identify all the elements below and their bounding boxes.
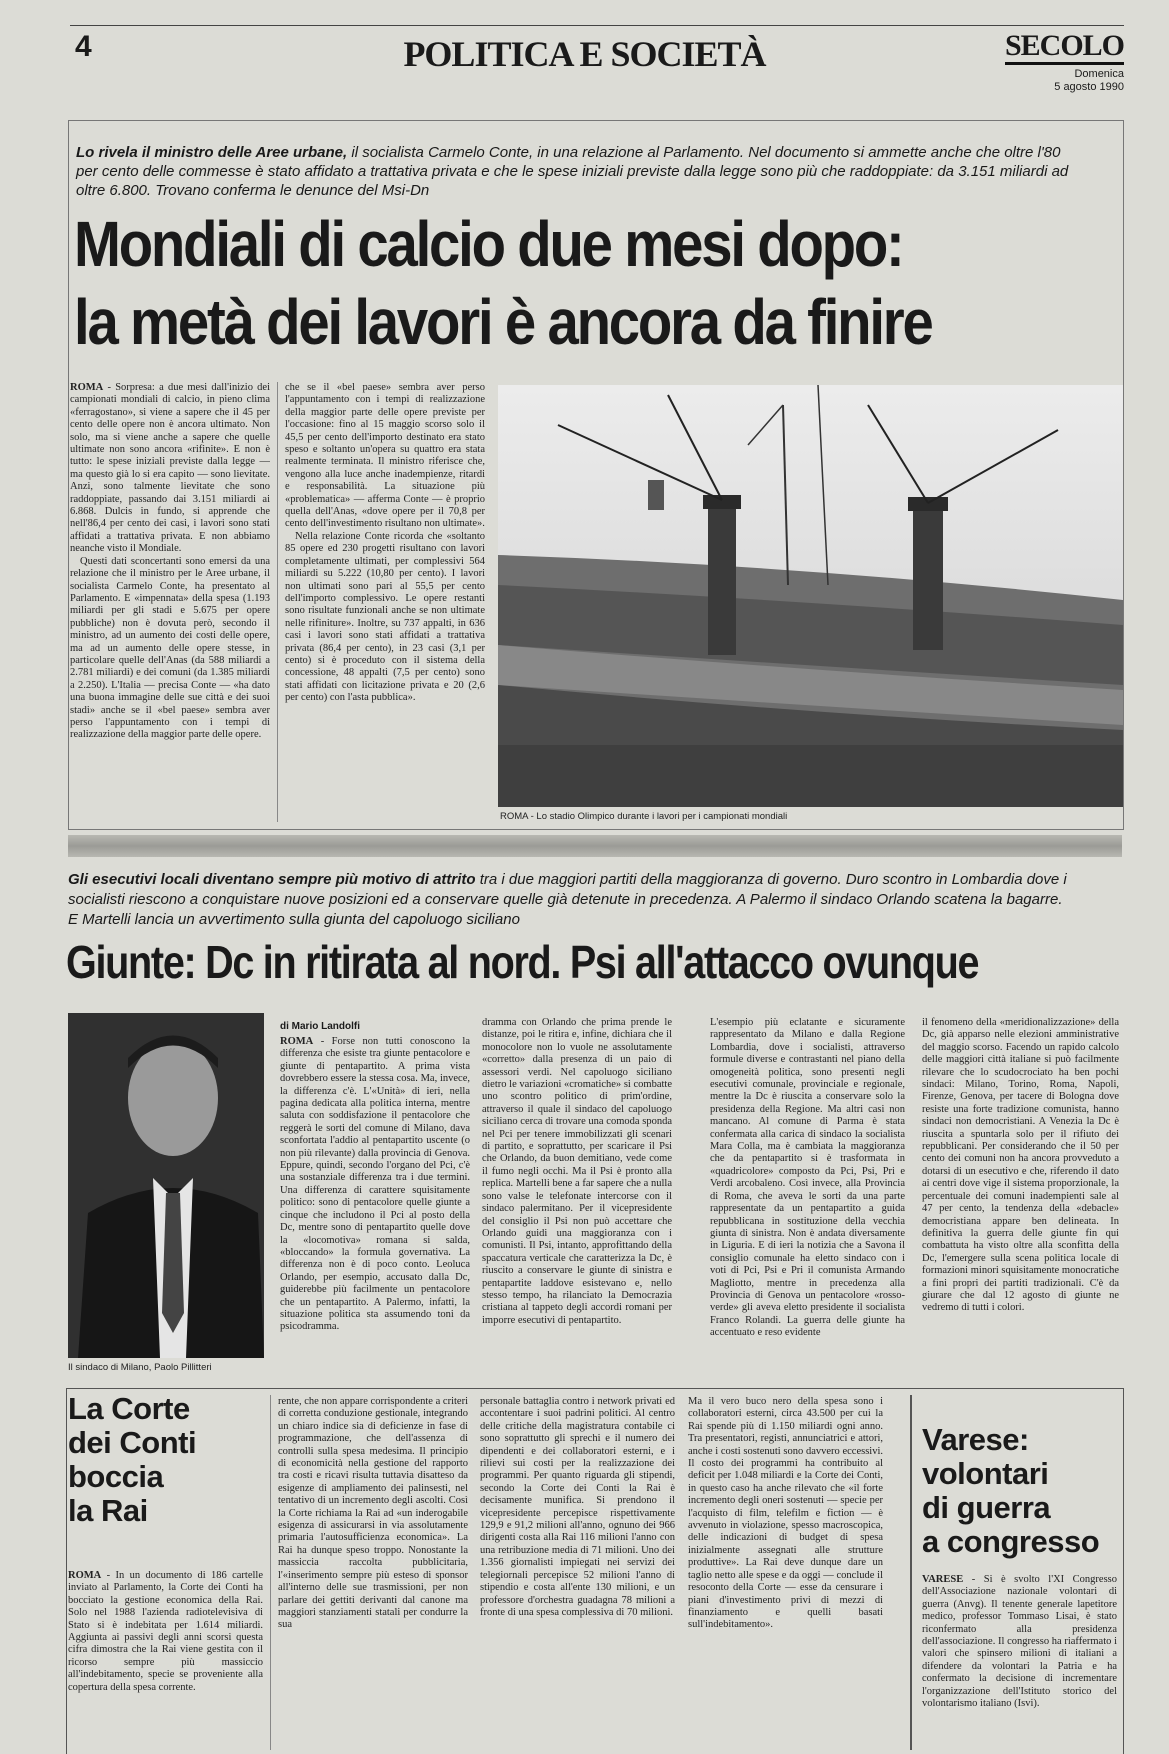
body-text: - Si è svolto l'XI Congresso dell'Associazione nazionale volontari di guerra (Anvg). Il tenente generale lapetitore medico, professor Tommaso Lisai, è stato riconfermato alla presidenza dell'associazione. Il congresso ha riaffermato i valori che spinsero milioni di italiani a difendere da volontari la Patria e ha confermato la decisione di incrementare l'organizzazione dell'Istituto storico del volontarismo italiano (Isvi). [922,1574,1117,1710]
column-rule [270,1395,271,1750]
dateline: ROMA [68,1570,102,1581]
article-column [70,382,270,822]
dateline: VARESE [922,1574,964,1585]
article-headline: Giunte: Dc in ritirata al nord. Psi all'attacco ovunque [66,936,979,988]
section-divider-band [68,835,1122,857]
article-column [710,1017,905,1378]
article-headline [74,205,954,361]
masthead-day: Domenica [1074,68,1124,80]
article-column [278,1396,468,1750]
article-column [480,1396,675,1750]
article-column [688,1396,883,1750]
article-column [482,1017,672,1378]
mayor-portrait-photo [68,1013,264,1358]
byline: di Mario Landolfi [280,1021,360,1032]
box-separator [910,1395,912,1750]
article-column [280,1036,470,1378]
headline-line: Varese: [922,1422,1029,1457]
headline-line: dei Conti [68,1425,197,1460]
photo-caption: Il sindaco di Milano, Paolo Pillitteri [68,1362,212,1373]
article-column [285,382,485,822]
headline-line: La Corte [68,1391,190,1426]
section-title: POLITICA E SOCIETÀ [403,34,766,74]
body-text: L'esempio più eclatante e sicuramente rappresentato da Milano e dalla Regione Lombardia, dove i socialisti, attraverso formule diverse e contrastanti nel piano della omogeneità politica, sono presenti negli esecutivi comunale, provinciale e regionale, mentre la Dc è riuscita a conservare solo la presidenza della Regione. Ma altri casi non mancano. Al comune di Parma è stata confermata alla carica di sindaco la socialista Mara Colla, ma è cambiata la maggioranza che da pentapartito si è trasformata in «quadricolore» composto da Pci, Psi, Pri e Verdi arcobaleno. Così invece, alla Provincia di Roma, che aveva le sorti da una parte rappresentate da un pentapartito a guida repubblicana in sostituzione della vecchia giunta di sinistra. Non è andata diversamente in Liguria. E di ieri la notizia che a Savona il consiglio comunale ha eletto sindaco con i voti di Pci, Psi e Pri il comunista Armando Magliotto, mentre in precedenza alla Provincia di Genova un pentacolore «rosso-verde» gli aveva eletto presidente il socialista Franco Rolandi. La guerra delle giunte ha accentuato e reso evidente [710,1017,905,1339]
headline-line: volontari [922,1456,1049,1491]
headline-line: di guerra [922,1490,1051,1525]
masthead-date: 5 agosto 1990 [1054,81,1124,93]
portrait-image [68,1013,264,1358]
headline-line: la metà dei lavori è ancora da finire [74,286,932,358]
dateline: ROMA [280,1036,314,1047]
article-kicker [76,143,1076,200]
column-rule [277,382,278,822]
body-text: - Forse non tutti conoscono la differenza che esiste tra giunte pentacolore e giunte di pentapartito. A prima vista dovrebbero essere la stessa cosa. Ma, invece, la differenza c'è. L'«Unità» di ieri, nella pagina dedicata alla politica interna, mentre saluta con soddisfazione il pentacolore che reggerà le sorti del comune di Milano, dava sconfortata l'addio al pentapartito uscente (o non più rilevante) dalla provincia di Genova. Eppure, quindi, secondo l'organo del Pci, c'è una sostanziale differenza tra i due termini. Una differenza di carattere squisitamente politico: sono di pentacolore quelle giunte a cinque che includono il Pci al posto della Dc, mentre sono di pentapartito quelle dove la «locomotiva» romana si salda, «bloccando» la formula governativa. La differenza non è di poco conto. Leoluca Orlando, per esempio, accusato dalla Dc, guiderebbe più facilmente un pentacolore che un pentapartito. A Palermo, infatti, la situazione politica sta assumendo toni da psicodramma. [280,1036,470,1333]
top-rule [70,25,1124,26]
body-text: Questi dati sconcertanti sono emersi da una relazione che il ministro per le Aree urbane, il socialista Carmelo Conte, ha presentato al Parlamento. E «impennata» della spesa (1.193 miliardi per gli stadi e 5.675 per opere pubbliche) non è dovuta però, secondo il ministro, ad un aumento dei costi delle opere, ma ad un aumento delle opere stesse, in particolare quelle dell'Anas (da 588 miliardi a 2.781 miliardi) e dei comuni (da 1.385 miliardi a 2.250). L'Italia — precisa Conte — «ha dato una buona immagine delle sue città e dei suoi stadi» anche se il «bel paese» sembra aver perso l'appuntamento con i tempi di realizzazione della maggior parte delle opere. [70,555,270,741]
kicker-lead: Gli esecutivi locali diventano sempre più motivo di attrito [68,871,476,888]
body-text: dramma con Orlando che prima prende le distanze, poi le ritira e, infine, dichiara che il monocolore non lo vuole ne assolutamente «corretto» dalla presenza di un paio di assessori verdi. Nel capoluogo siciliano dietro le variazioni «cromatiche» si combatte uno scontro politico di prim'ordine, attraverso il quale il sindaco del capoluogo siciliano cerca di trovare una comoda sponda nel Pci per tenere immobilizzati gli scenari di partito, e soprattutto, per scaricare il Psi che Orlando, da buon demitiano, vede come il fumo negli occhi. Ma il Psi è pronto alla replica. Martelli bene a far sapere che a nulla sono valse le telefonate intercorse con il sindaco palermitano. Per il vicepresidente del consiglio il Psi non può accettare che Orlando guidi una maggioranza con i comunisti. Il Psi, intanto, approfittando della spaccatura verticale che caratterizza la Dc, è riuscito a conservare le giunte di sinistra e pentapartite laddove esistevano e, nello stesso tempo, ha rilanciato la Democrazia cristiana al tappeto degli accordi romani per imporre esecutivi di pentapartito. [482,1017,672,1326]
body-text: che se il «bel paese» sembra aver perso l'appuntamento con i tempi di realizzazione della maggior parte delle opere previste per l'occasione: fino al 15 maggio scorso solo il 45,5 per cento dell'importo destinato era stato speso e soltanto un'opera su quattro era stata realmente terminata. Il ministro riferisce che, vengono alla luce anche inadempienze, ritardi e responsabilità. La situazione più «problematica» — afferma Conte — è proprio quella dell'Anas, «dove opere per il 70,8 per cento dell'investimento risultano non ultimate». [285,382,485,530]
article-column [922,1017,1119,1378]
box-headline [922,1423,1122,1559]
article-column [68,1570,263,1750]
headline-line: boccia [68,1459,164,1494]
kicker-lead: Lo rivela il ministro delle Aree urbane, [76,144,348,161]
headline-line: la Rai [68,1493,148,1528]
kicker-text: il socialista Carmelo Conte, in una relazione al Parlamento. Nel documento si ammette anche che oltre l'80 per cento delle commesse è stato affidato a trattativa privata e che le spese iniziali previste dalla legge sono più che raddoppiate: da 3.151 miliardi ad oltre 6.800. Trovano conferma le denunce del Msi-Dn [76,144,1069,199]
body-text: - In un documento di 186 cartelle inviato al Parlamento, la Corte dei Conti ha bocciato la gestione economica della Rai. Solo nel 1988 l'azienda radiotelevisiva di Stato si è indebitata per 1.614 miliardi. Aggiunta ai passivi degli anni scorsi questa cifra dimostra che la Rai viene gestita con il ricorso sempre più massiccio all'indebitamento, specie se proveniente alla copertura della spesa corrente. [68,1570,263,1693]
stadium-construction-image [498,385,1123,807]
body-text: Ma il vero buco nero della spesa sono i collaboratori esterni, circa 43.500 per cui la Rai spende più di 1.150 miliardi ogni anno. Tra presentatori, registi, annunciatrici e attori, anche i costi sostenuti sono davvero eccessivi. Il costo dei programmi ha contribuito al deficit per 1.048 miliardi e la Corte dei Conti, in questo caso ha anche rilevato che «il forte incremento degli oneri sostenuti — specie per l'acquisto di film, telefilm e fiction — è avvenuto in violazione, spesso macroscopica, delle indicazioni di budget di spesa inizialmente assegnati alle strutture produttive». La Rai deve dunque dare un taglio netto alle spese e da oggi — conclude il resoconto della Corte — esse da censurare i piani d'investimento privi di mezzi di finanziamento e quelli basati sull'indebitamento». [688,1396,883,1631]
article-column [922,1574,1117,1750]
dateline: ROMA [70,382,104,393]
kicker-text: tra i due maggiori partiti della maggioranza di governo. Duro scontro in Lombardia dove i socialisti riescono a conquistare nuove posizioni ed a conservare quelle già detenute in precedenza. A Palermo il sindaco Orlando scatena la bagarre. E Martelli lancia un avvertimento sulla giunta del capoluogo siciliano [68,871,1067,928]
box-headline [68,1392,258,1528]
headline-line: Mondiali di calcio due mesi dopo: [74,208,903,280]
article-kicker [68,870,1068,930]
body-text: il fenomeno della «meridionalizzazione» della Dc, già apparso nelle elezioni amministrative del maggio scorso. Facendo un rapido calcolo delle maggiori città italiane si può facilmente rilevare che lo scudocrociato ha ben pochi sindaci: Milano, Torino, Roma, Napoli, Firenze, Genova, per tacere di Bologna dove resiste una forte tradizione comunista, hanno sindaci non democristiani. A Venezia la Dc è riuscita a spuntarla solo per il rifiuto dei repubblicani. Per considerando che il 50 per cento dei comuni non ha ancora provveduto a dotarsi di un esecutivo e che, riferendo il dato ai centri dove vige il sistema proporzionale, la percentuale dei comuni inadempienti sale al 47 per cento, la tendenza della «debacle» democristiana appare ben delineata. In definitiva la guerra delle giunte fin qui combattuta ha visto oltre alla sconfitta della Dc, l'emergere sulla scena politica locale di formazioni minori squisitamente monocratiche a fini propri dei partiti tradizionali. C'è da giurare che dal 12 agosto di giunte ne vedremo di tutti i colori. [922,1017,1119,1314]
body-text: personale battaglia contro i network privati ed accontentare i suoi padrini politici. Al centro delle critiche della magistratura contabile ci sono soprattutto gli sprechi e il numero dei dipendenti e dei collaboratori esterni, e i rilievi sui costi per la realizzazione dei programmi. Per quanto riguarda gli stipendi, secondo la Corte dei Conti la Rai è decisamente munifica. Si prendono il vicepresidente percepisce rispettivamente 129,9 e 91,2 milioni all'anno, ognuno dei 966 dirigenti costa alla Rai 116 milioni l'anno con una retribuzione media di 71 milioni. Uno dei 1.356 giornalisti impiegati nei servizi dei telegiornali percepisce 52 milioni l'anno di stipendio e costa all'ente 130 milioni, e un professore d'orchestra guadagna 78 milioni a fronte di una spesa complessiva di 70 milioni. [480,1396,675,1618]
newspaper-logo: SECOLO [1005,30,1124,65]
page-number: 4 [75,30,92,63]
photo-caption: ROMA - Lo stadio Olimpico durante i lavori per i campionati mondiali [500,811,788,822]
body-text: - Sorpresa: a due mesi dall'inizio dei campionati mondiali di calcio, in pieno clima «ferragostano», si viene a sapere che il 45 per cento delle opere non è ancora ultimato. Non solo, ma si viene anche a sapere che quelle ultimate non sono ancora «rifinite». E non è tutto: le spese iniziali previste dalla legge — ma questo già lo si era capito — sono lievitate. Anzi, sono talmente lievitate che sono raddoppiate, passando dai 3.151 miliardi ai 6.868. Dulcis in fundo, si apprende che nell'86,4 per cento dei casi, i lavori sono stati affidati a trattativa privata. E non abbiamo neanche visto il Mondiale. [70,382,270,555]
body-text: rente, che non appare corrispondente a criteri di corretta conduzione gestionale, integrando un chiaro indice sia di deficienze in fase di programmazione, che dell'assenza di controlli sulla spesa medesima. Il principio di economicità nella gestione del rapporto tra costi e ricavi risulta tuttavia disatteso da esigenze di ampliamento dei palinsesti, nel tentativo di un incremento degli ascolti. Così la Corte richiama la Rai ad «un inderogabile esigenza di assicurarsi in via assolutamente primaria l'autosufficienza economica». La Rai ha dunque speso troppo. Nonostante la massiccia raccolta pubblicitaria, l'«inserimento sempre più esteso di sponsor all'interno delle sue trasmissioni, per non parlare dei gettiti derivanti dal canone ma maggiori stanziamenti statali per condurre la sua [278,1396,468,1631]
body-text: Nella relazione Conte ricorda che «soltanto 85 opere ed 230 progetti risultano con lavori completamente ultimati, per complessivi 564 miliardi su 5.222 (10,80 per cento). I lavori non ultimati sono pari al 55,5 per cento dell'importo complessivo. Le opere restanti sono risultate funzionali anche se non ultimate nelle rifiniture». Inoltre, su 737 appalti, in 636 casi i lavori sono stati affidati a trattativa privata (86,4 per cento), in 23 casi (3,1 per cento) si è proceduto con il sistema della concessione, 48 appalti (7,5 per cento) sono stati affidati con licitazione privata e 20 (2,6 per cento) con l'asta pubblica». [285,530,485,704]
stadium-photo [498,385,1123,807]
headline-line: a congresso [922,1524,1100,1559]
